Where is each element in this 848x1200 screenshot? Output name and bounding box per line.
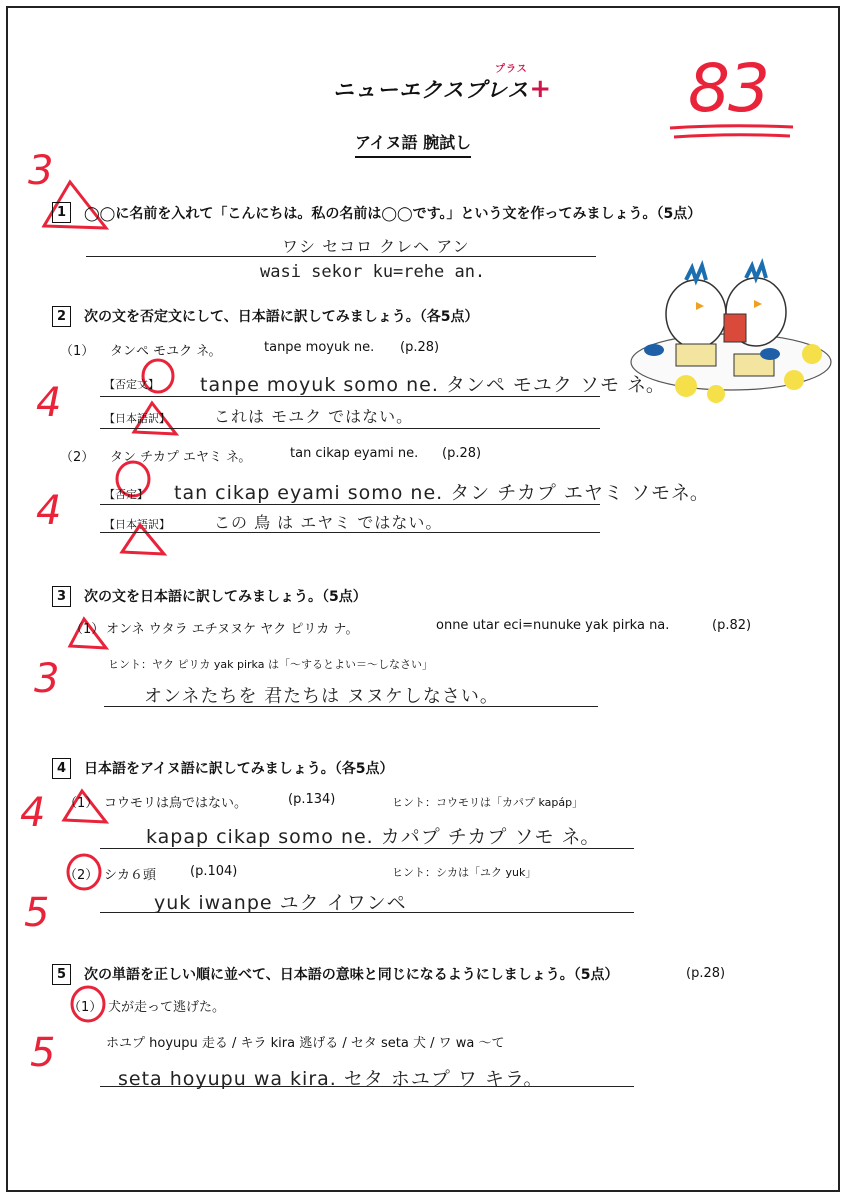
logo-ruby: プラス bbox=[495, 64, 528, 75]
q3-answer: オンネたちを 君たちは ヌヌケしなさい。 bbox=[144, 686, 499, 707]
answer-line bbox=[100, 396, 600, 397]
q2-item2-neg-answer: tan cikap eyami somo ne. タン チカプ エヤミ ソモネ。 bbox=[174, 482, 710, 504]
logo-plus: + bbox=[529, 74, 553, 104]
answer-line bbox=[100, 848, 634, 849]
q2-item2-jp-tag: 【日本語訳】 bbox=[104, 518, 170, 531]
answer-line bbox=[86, 256, 596, 257]
page-title: アイヌ語 腕試し bbox=[355, 130, 471, 158]
q3-kana: オンネ ウタラ エチヌヌケ ヤク ピリカ ナ。 bbox=[106, 622, 359, 637]
q2-item2-kana: タン チカプ エヤミ ネ。 bbox=[110, 450, 252, 465]
q3-latin: onne utar eci=nunuke yak pirka na. bbox=[436, 618, 670, 633]
q2-prompt: 次の文を否定文にして、日本語に訳してみましょう。（各5点） bbox=[84, 309, 479, 325]
q2-item2-latin: tan cikap eyami ne. bbox=[290, 446, 419, 461]
triangle-mark-icon bbox=[118, 522, 168, 558]
q2-item1-jp-answer: これは モユク ではない。 bbox=[214, 407, 414, 426]
q1-answer-kana: ワシ セコロ クレヘ アン bbox=[282, 237, 470, 256]
q3-page: (p.82) bbox=[712, 618, 752, 633]
answer-line bbox=[100, 428, 600, 429]
q2-item2-jp-answer: この 鳥 は エヤミ ではない。 bbox=[214, 513, 443, 532]
answer-line bbox=[100, 532, 600, 533]
q1-prompt: ◯◯に名前を入れて「こんにちは。私の名前は◯◯です。」という文を作ってみましょう。（5点） bbox=[84, 206, 702, 222]
q2-item2-neg-tag: 【否定】 bbox=[104, 488, 148, 501]
q4-item2-score: 5 bbox=[24, 890, 50, 936]
logo-text: ニューエクスプレス bbox=[333, 78, 530, 102]
q2-item1-neg-tag: 【否定文】 bbox=[104, 378, 159, 391]
q2-item1-neg-answer: tanpe moyuk somo ne. タンペ モユク ソモ ネ。 bbox=[200, 374, 666, 396]
q4-item2-hint: ヒント：シカは「ユク yuk」 bbox=[392, 866, 537, 879]
q5-score: 5 bbox=[30, 1030, 56, 1076]
q3-hint: ヒント：ヤク ピリカ yak pirka は「～するとよい＝～しなさい」 bbox=[108, 658, 433, 671]
q4-number: 4 bbox=[52, 758, 71, 779]
q2-item1-page: (p.28) bbox=[400, 340, 440, 355]
q4-item1-label: （1） bbox=[64, 796, 99, 811]
q2-item1-score: 4 bbox=[36, 380, 62, 426]
q1-score: 3 bbox=[28, 148, 54, 194]
q5-text: 犬が走って逃げた。 bbox=[108, 1000, 226, 1015]
q2-item1-latin: tanpe moyuk ne. bbox=[264, 340, 375, 355]
q5-label: （1） bbox=[68, 1000, 103, 1015]
answer-line bbox=[100, 1086, 634, 1087]
q4-item1-page: (p.134) bbox=[288, 792, 336, 807]
q4-item2-text: シカ６頭 bbox=[104, 868, 157, 883]
answer-line bbox=[100, 912, 634, 913]
q3-label: （1） bbox=[70, 622, 105, 637]
q2-item2-score: 4 bbox=[36, 488, 62, 534]
answer-line bbox=[100, 504, 600, 505]
q2-item2-page: (p.28) bbox=[442, 446, 482, 461]
q1-number: 1 bbox=[52, 202, 71, 223]
q4-item2-page: (p.104) bbox=[190, 864, 238, 879]
q5-prompt: 次の単語を正しい順に並べて、日本語の意味と同じになるようにしましょう。（5点） bbox=[84, 967, 619, 983]
q1-answer-latin: wasi sekor ku=rehe an. bbox=[260, 262, 486, 282]
q4-item1-score: 4 bbox=[20, 790, 46, 836]
q3-prompt: 次の文を日本語に訳してみましょう。（5点） bbox=[84, 589, 367, 605]
q5-number: 5 bbox=[52, 964, 71, 985]
q2-item1-jp-tag: 【日本語訳】 bbox=[104, 412, 170, 425]
q2-number: 2 bbox=[52, 306, 71, 327]
total-score: 83 bbox=[688, 50, 768, 127]
q4-item1-text: コウモリは鳥ではない。 bbox=[104, 796, 248, 811]
q5-words: ホユプ hoyupu 走る / キラ kira 逃げる / セタ seta 犬 / ワ wa ～て bbox=[106, 1036, 505, 1051]
score-underline-icon bbox=[668, 122, 798, 142]
q3-number: 3 bbox=[52, 586, 71, 607]
q4-item2-answer: yuk iwanpe ユク イワンペ bbox=[154, 892, 407, 914]
publisher-logo bbox=[333, 64, 553, 104]
q4-item1-answer: kapap cikap somo ne. カパプ チカプ ソモ ネ。 bbox=[146, 826, 601, 848]
q4-item2-label: （2） bbox=[64, 868, 99, 883]
q2-item2-label: （2） bbox=[60, 450, 95, 465]
q5-answer: seta hoyupu wa kira. セタ ホユプ ワ キラ。 bbox=[118, 1068, 544, 1090]
q4-item1-hint: ヒント：コウモリは「カパプ kapáp」 bbox=[392, 796, 584, 809]
q5-page: (p.28) bbox=[686, 966, 726, 981]
q3-score: 3 bbox=[34, 656, 60, 702]
q2-item1-kana: タンペ モユク ネ。 bbox=[110, 344, 222, 359]
q4-prompt: 日本語をアイヌ語に訳してみましょう。（各5点） bbox=[84, 761, 394, 777]
answer-line bbox=[104, 706, 598, 707]
q2-item1-label: （1） bbox=[60, 344, 95, 359]
